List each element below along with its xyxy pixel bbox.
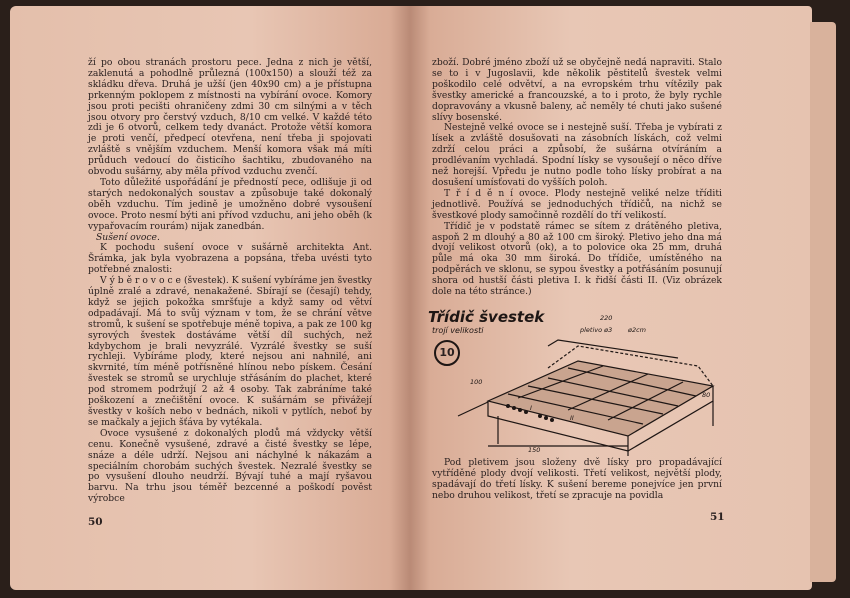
page-number: 51 [710,511,725,523]
figure-title: Třídič švestek [428,308,545,326]
paragraph: Třídič je v podstatě rámec se sítem z drátěného pletiva, aspoň 2 m dlouhý a 80 až 100 cm široký. Pletivo jeho dna má dvojí velikost otvorů (ok), a to polovice oka 25 mm, druhá půle má oka 30 mm široká. Do třídiče, umístěného na podpěrách ve sklonu, se sypou švestky a potřásáním posunují shora od hustší části pletiva I. k řidší části II. (Viz obrázek dole na této stránce.) [432,220,722,298]
paragraph: T ř í d ě n í ovoce. Plody nestejně veliké nelze tříditi jednotlivě. Používá se jednoduchých třídičů, na nichž se švestkové plody samočinně rozdělí do tří velikostí. [432,187,722,221]
dimension-label: 80 [702,391,711,399]
left-page [10,6,410,590]
right-page-text [432,58,722,298]
section-heading: Sušení ovoce. [96,231,160,243]
right-page-text-lower [432,458,722,502]
figure-number: 10 [434,340,460,366]
right-page [410,6,812,590]
page-stack-edge [810,22,836,582]
open-book [10,0,840,598]
paragraph: ží po obou stranách prostoru pece. Jedna z nich je větší, zaklenutá a pohodlně průlezná (100x150) a slouží též za skládku dřeva. Druhá je užší (jen 40x90 cm) a je přístupna prkenným poklopem z místnosti na vybírání ovoce. Komory jsou proti pecišti ohraničeny zdmi 30 cm silnými a v těch jsou otvory pro čerstvý vzduch, 8/10 cm velké. V každé této zdi je 6 otvorů, celkem tedy dvanáct. Protože větší komora je proti venčí, předpecí otevřena, není třeba ji spojovati zvláště s vnějším vzduchem. Menší komora však má míti průduch vedoucí do čisticího šachtiku, zbudovaného na obvodu sušárny, aby měla přívod vzduchu zvenčí. [88,57,372,178]
left-page-text [88,58,372,505]
paragraph: Pod pletivem jsou složeny dvě lísky pro propadávající vytříděné plody dvojí velikosti. Třetí velikost, největší plody, spadávají do třetí lísky. K sušení bereme ponejvíce jen první nebo druhou velikost, třetí se zpracuje na povidla [432,457,722,501]
paragraph: Toto důležité uspořádání je předností pece, odlišuje ji od starých nedokonalých soustav a způsobuje také dokonalý oběh vzduchu. Tím jedině je umožněno dobré vysoušení ovoce. Proto nesmí býti ani přívod vzduchu, ani jeho oběh (k vypařovacím rourám) nijak zanedbán. [88,176,372,232]
figure-subtitle: trojí velikosti [432,326,484,335]
dimension-label: 220 [600,314,613,322]
dimension-label: 100 [470,378,483,386]
paragraph: V ý b ě r o v o c e (švestek). K sušení vybíráme jen švestky úplně zralé a zdravé, nenakažené. Sbírají se (česají) tehdy, když se jejich pokožka smršťuje a když samy od větví odpadávají. Má to svůj význam v tom, že se chrání větve stromů, k sušení se spotřebuje méně topiva, a pak ze 100 kg syrových švestek dostáváme větší díl suchých, než kdybychom je brali nevyzrálé. Vyzrálé švestky se suší rychleji. Vybíráme plody, které nejsou ani nahnilé, ani skvrnité, tím méně potřísněné hlínou nebo pískem. Česání švestek se stromů se urychluje střásáním do plachet, které pod stromem podržují 2 až 4 osoby. Tak zabráníme také poškození a znečištění ovoce. K sušárnám se přivážejí švestky v koších nebo v bednách, nikoli v pytlích, neboť by se mačkaly a jejich šťáva by vytékala. [88,275,372,428]
paragraph: Nestejně velké ovoce se i nestejně suší. Třeba je vybírati z lísek a zvláště dosušovati na zásobních lískách, což velmi zdrží celou práci a způsobí, že sušárna otvíráním a prodlévaním vychladá. Spodní lísky se vysoušejí o něco dříve než horejší. Vpředu je nutno podle toho lísky probírat a na dosušení umísťovati do vyšších poloh. [432,122,722,188]
dimension-label: pletivo ø3 [580,326,613,334]
dimension-label: II [570,414,574,422]
dimension-label: I [530,404,532,412]
paragraph: zboží. Dobré jméno zboží už se obyčejně nedá napraviti. Stalo se to i v Jugoslavii, kde několik pěstitelů švestek velmi poškodilo celé odvětví, a na evropském trhu vítězily pak švestky americké a francouzské, a to i proto, že byly rychle dopravovány a vkusně baleny, ač neměly té chuti jako sušené slívy bosenské. [432,57,722,123]
page-number: 50 [88,516,103,528]
paragraph: Ovoce vysušené z dokonalých plodů má vždycky větší cenu. Konečně vysušené, zdravé a čisté švestky se lépe, snáze a déle udrží. Nejsou ani náchylné k nákazám a speciálním chorobám suchých švestek. Nezralé švestky se po vysušení dlouho neudrží. Bývají tuhé a mají ryšavou barvu. Na trhu jsou téměř bezcenné a poškodí pověst výrobce [88,427,372,505]
dimension-label: 150 [528,446,541,454]
paragraph: K pochodu sušení ovoce v sušárně architekta Ant. Šrámka, jak byla vyobrazena a popsána, třeba uvésti tyto potřebné znalosti: [88,242,372,276]
dimension-label: ø2cm [628,326,647,334]
